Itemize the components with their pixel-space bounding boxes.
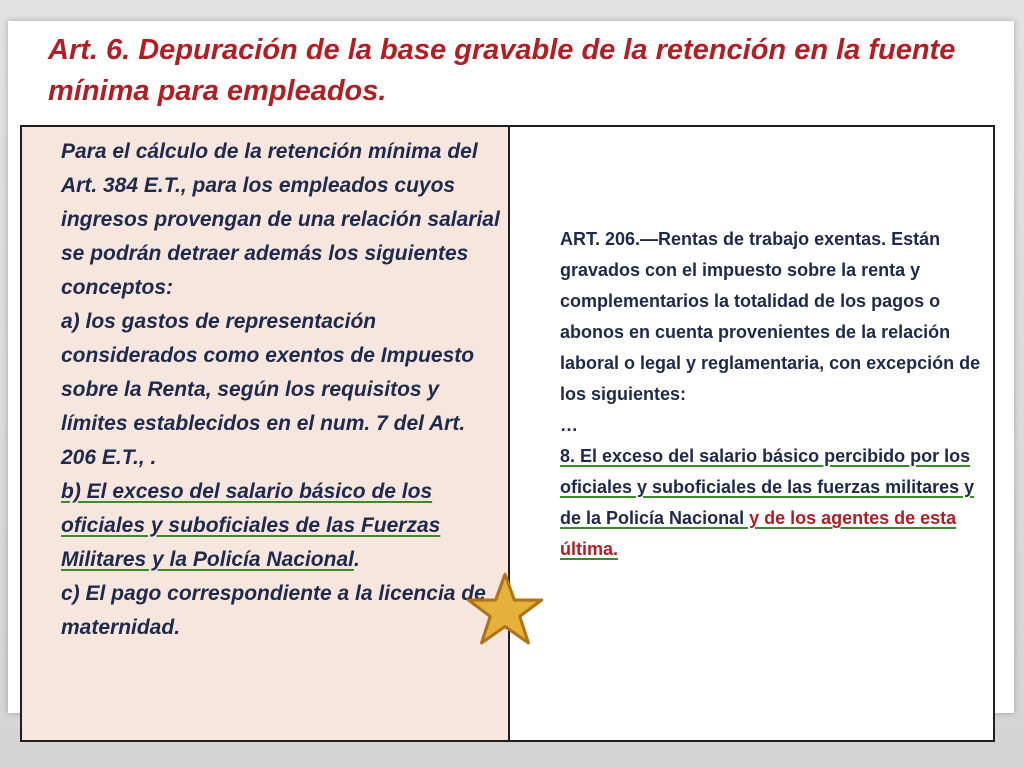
star-icon [466, 572, 544, 646]
item-b-text: b) El exceso del salario básico de los oficiales y suboficiales de las Fuerzas Militares y la Policía Nacional [61, 480, 441, 571]
content-table [20, 125, 995, 742]
right-panel-text [560, 224, 988, 565]
article-206-text: ART. 206.—Rentas de trabajo exentas. Están gravados con el impuesto sobre la renta y complementarios la totalidad de los pagos o abonos en cuenta provenientes de la relación laboral o legal y reglamentaria, con excepción de los siguientes: [560, 229, 981, 404]
item-a: a) los gastos de representación considerados como exentos de Impuesto sobre la Renta, según los requisitos y límites establecidos en el num. 7 del Art. 206 E.T., . [61, 310, 475, 469]
item-8-text: 8. El exceso del salario básico percibido por los oficiales y suboficiales de las fuerzas militares y de la Policía Nacional [560, 446, 975, 528]
item-b-period: . [353, 548, 360, 571]
item-8-highlight: y de los agentes de esta última. [560, 508, 957, 559]
item-8 [560, 441, 988, 565]
intro-paragraph: Para el cálculo de la retención mínima del Art. 384 E.T., para los empleados cuyos ingresos provengan de una relación salarial se podrán detraer además los siguientes conceptos: [61, 140, 500, 299]
left-panel [22, 127, 510, 740]
left-panel-text [61, 135, 503, 645]
ellipsis: … [560, 415, 578, 435]
item-b [61, 475, 503, 577]
item-c: c) El pago correspondiente a la licencia de maternidad. [61, 582, 486, 639]
slide-title: Art. 6. Depuración de la base gravable de la retención en la fuente mínima para empleados. [48, 34, 956, 107]
